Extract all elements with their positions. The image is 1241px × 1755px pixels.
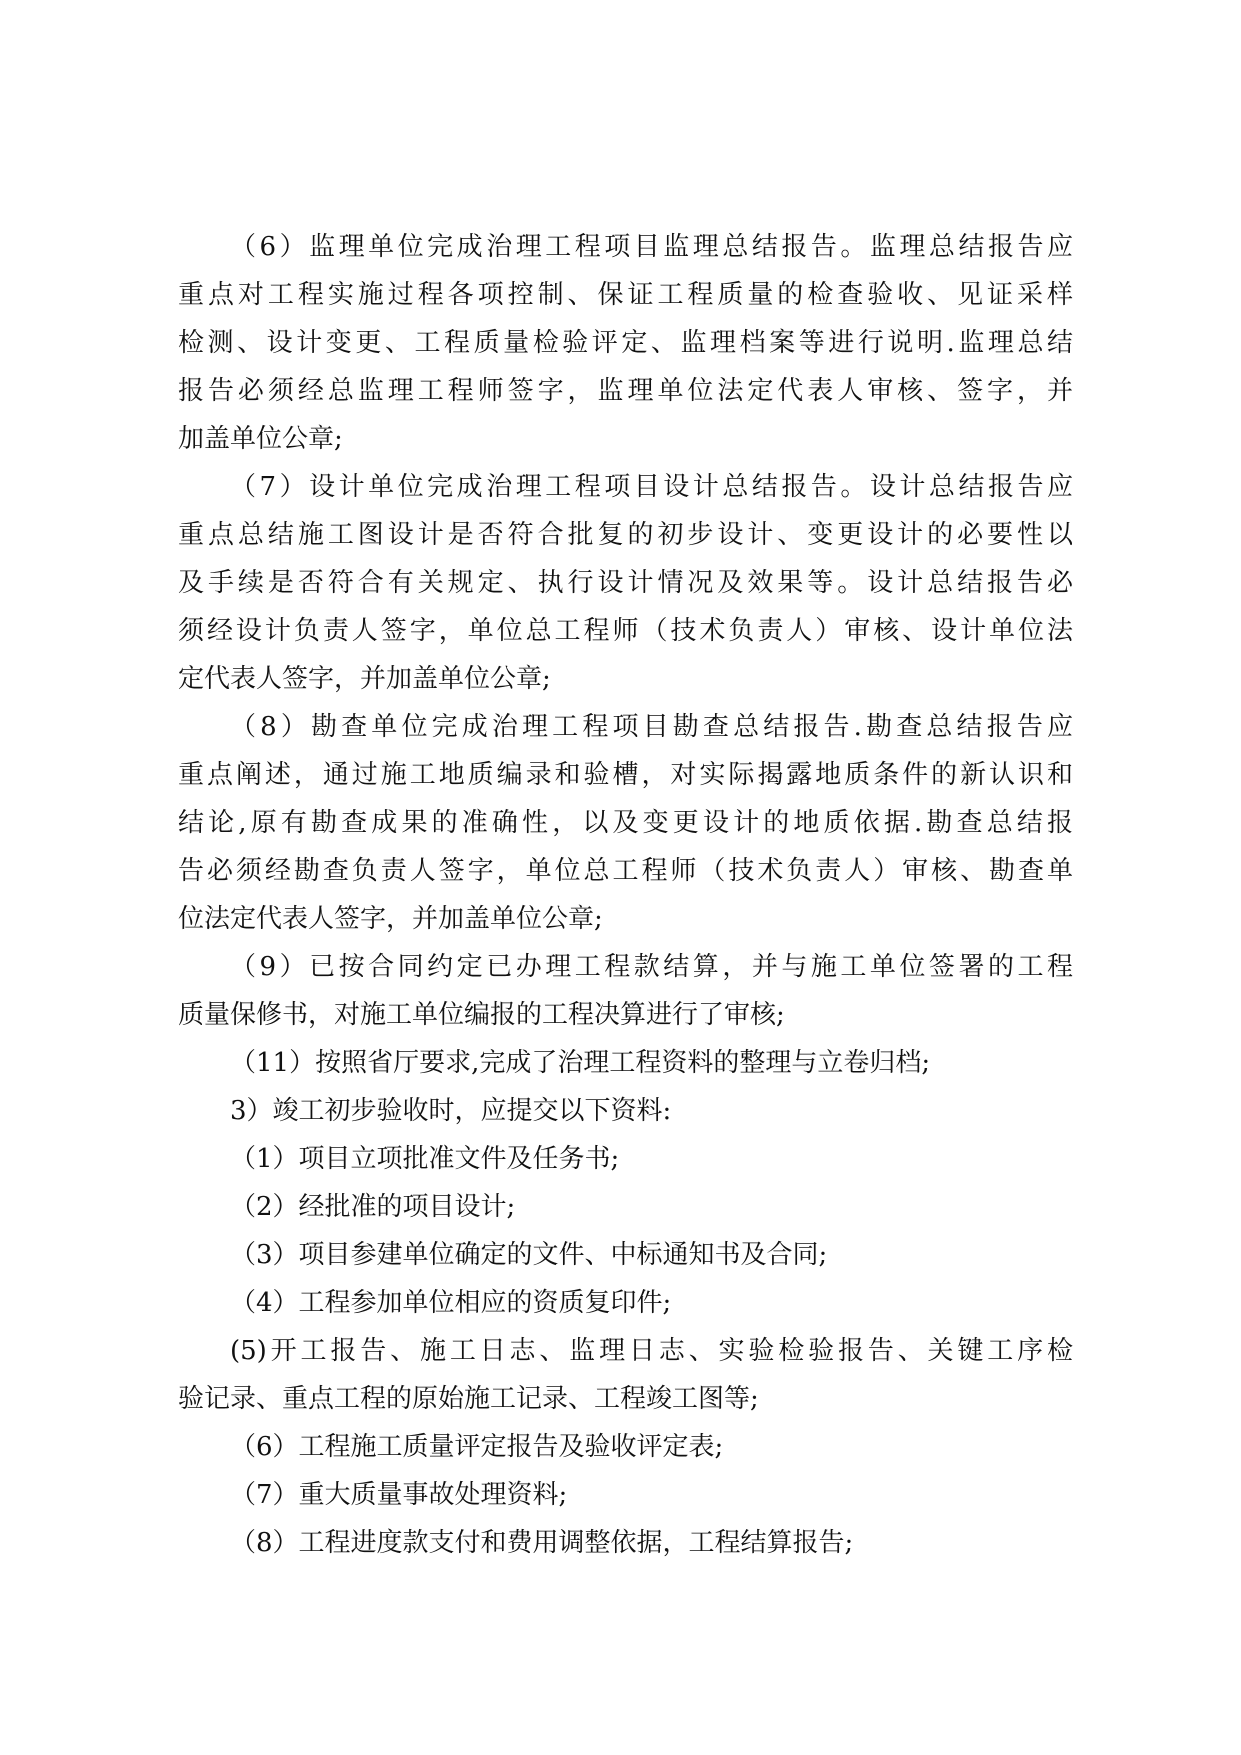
- text-line: 重点总结施工图设计是否符合批复的初步设计、变更设计的必要性以: [178, 520, 1073, 550]
- text-line: （2）经批准的项目设计;: [230, 1192, 516, 1222]
- text-line: 检测、设计变更、工程质量检验评定、监理档案等进行说明.监理总结: [178, 328, 1073, 358]
- text-line: （7）设计单位完成治理工程项目设计总结报告。设计总结报告应: [230, 472, 1073, 502]
- text-line: （11）按照省厅要求,完成了治理工程资料的整理与立卷归档;: [230, 1048, 931, 1078]
- text-line: 及手续是否符合有关规定、执行设计情况及效果等。设计总结报告必: [178, 568, 1073, 598]
- text-line: （6）监理单位完成治理工程项目监理总结报告。监理总结报告应: [230, 232, 1073, 262]
- text-line: 须经设计负责人签字，单位总工程师（技术负责人）审核、设计单位法: [178, 616, 1073, 646]
- text-line: （3）项目参建单位确定的文件、中标通知书及合同;: [230, 1240, 828, 1270]
- text-line: 告必须经勘查负责人签字，单位总工程师（技术负责人）审核、勘查单: [178, 856, 1073, 886]
- text-line: （4）工程参加单位相应的资质复印件;: [230, 1288, 672, 1318]
- text-line: 结论,原有勘查成果的准确性，以及变更设计的地质依据.勘查总结报: [178, 808, 1073, 838]
- text-line: 位法定代表人签字，并加盖单位公章;: [178, 904, 603, 934]
- text-line: 报告必须经总监理工程师签字，监理单位法定代表人审核、签字，并: [178, 376, 1073, 406]
- text-line: 加盖单位公章;: [178, 424, 343, 454]
- text-line: 3）竣工初步验收时，应提交以下资料:: [230, 1096, 672, 1126]
- text-line: 重点对工程实施过程各项控制、保证工程质量的检查验收、见证采样: [178, 280, 1073, 310]
- text-line: （9）已按合同约定已办理工程款结算，并与施工单位签署的工程: [230, 952, 1073, 982]
- text-line: 验记录、重点工程的原始施工记录、工程竣工图等;: [178, 1384, 759, 1414]
- text-line: （8）勘查单位完成治理工程项目勘查总结报告.勘查总结报告应: [230, 712, 1073, 742]
- text-line: 重点阐述，通过施工地质编录和验槽，对实际揭露地质条件的新认识和: [178, 760, 1073, 790]
- text-line: （8）工程进度款支付和费用调整依据，工程结算报告;: [230, 1528, 854, 1558]
- text-line: 质量保修书，对施工单位编报的工程决算进行了审核;: [178, 1000, 785, 1030]
- text-line: 定代表人签字，并加盖单位公章;: [178, 664, 551, 694]
- text-line: (5)开工报告、施工日志、监理日志、实验检验报告、关键工序检: [230, 1336, 1073, 1366]
- text-line: （1）项目立项批准文件及任务书;: [230, 1144, 620, 1174]
- text-line: （7）重大质量事故处理资料;: [230, 1480, 568, 1510]
- text-line: （6）工程施工质量评定报告及验收评定表;: [230, 1432, 724, 1462]
